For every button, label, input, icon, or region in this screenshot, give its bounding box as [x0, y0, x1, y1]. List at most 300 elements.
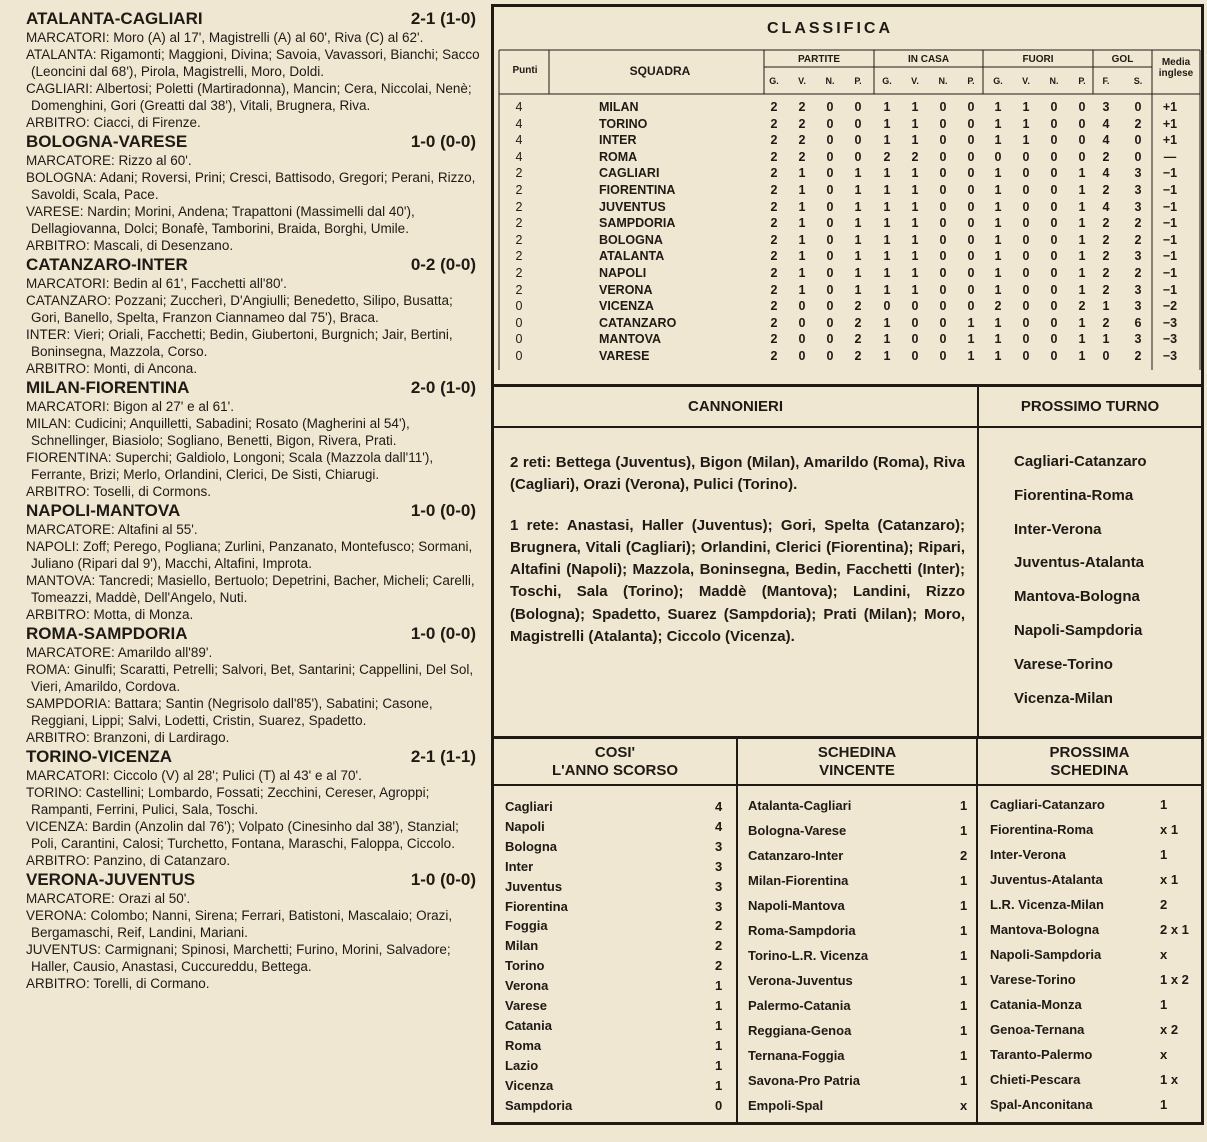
team-cell: SAMPDORIA: [599, 216, 676, 231]
stat-cell: 3: [1134, 183, 1142, 197]
stat-cell: 1: [911, 100, 919, 114]
stat-cell: 0: [939, 216, 947, 231]
lists-divider-1: [736, 736, 738, 1124]
stat-cell: 2: [770, 216, 778, 231]
list-item-name: Sampdoria: [505, 1097, 573, 1113]
list-row: [990, 872, 1200, 890]
stat-cell: 2: [770, 149, 778, 164]
list-item-value: x: [960, 1098, 968, 1113]
stat-cell: 1: [883, 183, 891, 197]
stat-cell: 0: [967, 232, 975, 247]
media-cell: −1: [1162, 199, 1178, 214]
stat-cell: 1: [911, 282, 919, 297]
stat-cell: 4: [1102, 199, 1110, 214]
list-item-value: 4: [715, 799, 723, 814]
stat-cell: 2: [770, 166, 778, 181]
stat-cell: 0: [967, 299, 975, 314]
match-title: VERONA-JUVENTUS: [26, 870, 196, 889]
list-row: [990, 1047, 1200, 1065]
list-row: [990, 897, 1200, 915]
list-item-name: Verona-Juventus: [748, 973, 853, 988]
stat-cell: 1: [883, 249, 891, 264]
match-line: MARCATORE: Amarildo all'89'.: [26, 645, 213, 660]
stat-cell: 2: [854, 299, 862, 314]
stat-cell: 1: [994, 100, 1002, 114]
list-row: [748, 973, 973, 991]
team-cell: VICENZA: [599, 299, 654, 314]
stat-cell: 3: [1134, 282, 1142, 297]
stat-cell: 1: [911, 216, 919, 231]
stat-cell: 0: [1078, 100, 1086, 114]
stat-cell: 0: [798, 349, 806, 363]
stat-cell: 0: [826, 232, 834, 247]
team-cell: INTER: [599, 133, 637, 148]
list-row: [748, 998, 973, 1016]
list-row: [990, 797, 1200, 815]
list-item-value: 2: [715, 958, 723, 974]
team-cell: CAGLIARI: [599, 166, 660, 181]
stat-cell: 0: [826, 166, 834, 181]
prossima-title-line2: SCHEDINA: [1050, 762, 1129, 779]
list-item-value: x: [1160, 1047, 1168, 1062]
stat-cell: 1: [883, 116, 891, 131]
stat-cell: 1: [883, 199, 891, 214]
stat-cell: 1: [854, 249, 862, 264]
list-item-value: 1: [1160, 797, 1168, 812]
prossimo-turno-title: PROSSIMO TURNO: [1020, 398, 1160, 415]
match-line: VARESE: Nardin; Morini, Andena; Trapattoni (Massimelli dal 40'), Dellagiovanna, Dolci; Bonafè, Tamborini, Braida, Borghi, Umile.: [26, 204, 415, 236]
stat-cell: 0: [994, 149, 1002, 164]
stat-cell: 1: [994, 249, 1002, 264]
list-item-name: Napoli: [505, 818, 545, 834]
stat-cell: 1: [994, 166, 1002, 181]
stat-cell: 0: [1134, 149, 1142, 164]
list-row: [505, 879, 730, 897]
stat-cell: 0: [967, 249, 975, 264]
match-title: CATANZARO-INTER: [26, 255, 188, 274]
stat-cell: 2: [770, 315, 778, 330]
stat-cell: 2: [770, 100, 778, 114]
stat-cell: 1: [994, 266, 1002, 280]
list-row: [748, 873, 973, 891]
list-item-name: Napoli-Sampdoria: [990, 947, 1102, 962]
stat-cell: 0: [1022, 266, 1030, 280]
column-subheader: G.: [993, 76, 1003, 86]
list-item-name: Lazio: [505, 1057, 539, 1073]
match-header: [26, 624, 482, 644]
stat-cell: 3: [1134, 249, 1142, 264]
team-cell: NAPOLI: [599, 266, 647, 280]
stat-cell: 1: [854, 199, 862, 214]
stat-cell: 0: [911, 332, 919, 347]
media-cell: −3: [1162, 332, 1178, 347]
list-item-value: 1: [960, 823, 968, 838]
stat-cell: 0: [1050, 266, 1058, 280]
stat-cell: 1: [911, 166, 919, 181]
stat-cell: 0: [826, 349, 834, 363]
list-row: [748, 1023, 973, 1041]
lists-divider-2: [976, 736, 978, 1124]
stat-cell: 2: [770, 183, 778, 197]
stat-cell: 2: [798, 133, 806, 148]
list-item-name: Atalanta-Cagliari: [748, 798, 852, 813]
stat-cell: 0: [911, 315, 919, 330]
fuori-header: FUORI: [1022, 54, 1054, 65]
stat-cell: 0: [939, 332, 947, 347]
match-line: ATALANTA: Rigamonti; Maggioni, Divina; Savoia, Vavassori, Bianchi; Sacco (Leoncini dal 68'), Pirola, Magistrelli, Moro, Doldi.: [26, 47, 480, 79]
stat-cell: 0: [826, 149, 834, 164]
match-line: CATANZARO: Pozzani; Zuccherì, D'Angiulli; Benedetto, Silipo, Busatta; Gori, Banello, Spelta, Franzon Ciannameo dal 75'), Braca.: [26, 293, 453, 325]
team-cell: MILAN: [599, 100, 639, 114]
media-cell: −1: [1162, 282, 1178, 297]
stat-cell: 0: [826, 133, 834, 148]
stat-cell: 1: [883, 282, 891, 297]
stat-cell: 1: [1078, 282, 1086, 297]
match-score: 1-0 (0-0): [410, 624, 476, 643]
cannonieri-text: [510, 452, 965, 666]
match-line: ARBITRO: Branzoni, di Lardirago.: [26, 730, 230, 745]
stat-cell: 0: [826, 332, 834, 347]
stat-cell: 0: [967, 133, 975, 148]
stat-cell: 0: [1022, 349, 1030, 363]
points-cell: 4: [515, 116, 523, 131]
stat-cell: 0: [1022, 166, 1030, 181]
stat-cell: 0: [1078, 116, 1086, 131]
match-line: ARBITRO: Toselli, di Cormons.: [26, 484, 212, 499]
stat-cell: 1: [994, 349, 1002, 363]
stat-cell: 1: [967, 332, 975, 347]
standing-row: [500, 166, 1200, 183]
stat-cell: 0: [939, 166, 947, 181]
stat-cell: 1: [994, 332, 1002, 347]
stat-cell: 0: [1022, 282, 1030, 297]
media-cell: +1: [1162, 116, 1178, 131]
stat-cell: 2: [1102, 183, 1110, 197]
list-item-value: 3: [715, 878, 723, 894]
match-report: [26, 501, 482, 623]
match-title: ROMA-SAMPDORIA: [26, 624, 188, 643]
list-row: [748, 798, 973, 816]
match-line: JUVENTUS: Carmignani; Spinosi, Marchetti; Furino, Morini, Salvadore; Haller, Causio, Anastasi, Cuccureddu, Bettega.: [26, 942, 451, 974]
stat-cell: 0: [939, 299, 947, 314]
stat-cell: 1: [911, 266, 919, 280]
stat-cell: 1: [883, 266, 891, 280]
list-row: [990, 847, 1200, 865]
media-cell: −1: [1162, 166, 1178, 181]
list-row: [748, 823, 973, 841]
stat-cell: 0: [939, 183, 947, 197]
stat-cell: 1: [854, 183, 862, 197]
list-item-name: Mantova-Bologna: [990, 922, 1100, 937]
stat-cell: 1: [911, 116, 919, 131]
stat-cell: 0: [939, 249, 947, 264]
schedina-title-line2: VINCENTE: [819, 762, 895, 779]
stat-cell: 2: [798, 100, 806, 114]
stat-cell: 0: [826, 282, 834, 297]
stat-cell: 1: [854, 216, 862, 231]
team-cell: VERONA: [599, 282, 653, 297]
standing-row: [500, 299, 1200, 316]
match-header: [26, 747, 482, 767]
list-item-name: Cagliari-Catanzaro: [990, 797, 1105, 812]
stat-cell: 1: [1078, 183, 1086, 197]
stat-cell: 2: [1102, 216, 1110, 231]
list-item-value: 2: [715, 938, 723, 954]
stat-cell: 2: [1102, 266, 1110, 280]
stat-cell: 2: [1102, 282, 1110, 297]
stat-cell: 2: [1102, 149, 1110, 164]
prossima-title-line1: PROSSIMA: [1049, 744, 1130, 761]
stat-cell: 1: [798, 249, 806, 264]
column-subheader: N.: [825, 76, 835, 86]
match-line: INTER: Vieri; Oriali, Facchetti; Bedin, Giubertoni, Burgnich; Jair, Bertini, Boninsegna, Mazzola, Corso.: [26, 327, 453, 359]
list-item-name: Ternana-Foggia: [748, 1048, 845, 1063]
stat-cell: 2: [854, 349, 862, 363]
stat-cell: 0: [826, 100, 834, 114]
match-score: 1-0 (0-0): [410, 132, 476, 151]
match-title: TORINO-VICENZA: [26, 747, 173, 766]
stat-cell: 3: [1134, 166, 1142, 181]
stat-cell: 6: [1134, 315, 1142, 330]
stat-cell: 3: [1134, 332, 1142, 347]
list-item-name: Fiorentina: [505, 898, 568, 914]
stat-cell: 2: [1078, 299, 1086, 314]
cannonieri-title: CANNONIERI: [687, 398, 783, 415]
list-item-name: Empoli-Spal: [748, 1098, 824, 1113]
stat-cell: 0: [1050, 282, 1058, 297]
points-cell: 2: [515, 216, 523, 231]
cosi-title-line2: L'ANNO SCORSO: [551, 762, 679, 779]
stat-cell: 1: [883, 100, 891, 114]
column-subheader: N.: [938, 76, 948, 86]
list-item-value: 1: [960, 998, 968, 1013]
standing-row: [500, 233, 1200, 250]
lower-boxes-border: [491, 736, 1204, 739]
stat-cell: 0: [967, 149, 975, 164]
media-cell: −2: [1162, 299, 1178, 314]
team-cell: BOLOGNA: [599, 232, 663, 247]
stat-cell: 1: [854, 266, 862, 280]
list-row: [990, 1022, 1200, 1040]
stat-cell: 0: [854, 149, 862, 164]
list-item-name: Torino-L.R. Vicenza: [748, 948, 869, 963]
points-cell: 0: [515, 332, 523, 347]
list-item-name: Juventus-Atalanta: [990, 872, 1103, 887]
list-row: [990, 997, 1200, 1015]
list-item-name: Milan-Fiorentina: [748, 873, 849, 888]
list-item-name: Chieti-Pescara: [990, 1072, 1081, 1087]
stat-cell: 2: [1134, 266, 1142, 280]
stat-cell: 1: [994, 282, 1002, 297]
match-line: VERONA: Colombo; Nanni, Sirena; Ferrari, Batistoni, Mascalaio; Orazi, Bergamaschi, Reif, Landini, Mariani.: [26, 908, 453, 940]
stat-cell: 2: [770, 232, 778, 247]
team-cell: TORINO: [599, 116, 648, 131]
fixture-item: Napoli-Sampdoria: [1014, 622, 1143, 639]
stat-cell: 0: [854, 133, 862, 148]
match-score: 2-1 (1-0): [410, 9, 476, 28]
standing-row: [500, 283, 1200, 300]
stat-cell: 0: [967, 199, 975, 214]
cannonieri-header-line: [491, 426, 1204, 428]
stat-cell: 0: [1050, 183, 1058, 197]
stat-cell: 0: [1050, 133, 1058, 148]
stat-cell: 0: [911, 349, 919, 363]
match-score: 2-1 (1-1): [410, 747, 476, 766]
column-subheader: V.: [798, 76, 806, 86]
list-row: [748, 1098, 973, 1116]
list-item-name: Verona: [505, 978, 549, 994]
fixture-item: Mantova-Bologna: [1014, 588, 1140, 606]
stat-cell: 0: [939, 116, 947, 131]
standing-row: [500, 216, 1200, 233]
match-header: [26, 501, 482, 521]
list-item-value: 2: [715, 918, 723, 934]
stat-cell: 0: [826, 266, 834, 280]
stat-cell: 0: [798, 299, 806, 314]
list-row: [748, 848, 973, 866]
standing-row: [500, 266, 1200, 283]
list-item-name: Foggia: [505, 918, 548, 934]
list-item-value: 3: [715, 858, 723, 874]
match-line: ARBITRO: Ciacci, di Firenze.: [26, 115, 201, 130]
stat-cell: 1: [798, 166, 806, 181]
match-title: ATALANTA-CAGLIARI: [26, 9, 203, 28]
match-score: 1-0 (0-0): [410, 501, 476, 520]
stat-cell: 2: [883, 149, 891, 164]
column-subheader: N.: [1049, 76, 1059, 86]
team-cell: MANTOVA: [599, 332, 662, 347]
points-cell: 4: [515, 149, 523, 164]
stat-cell: 0: [1078, 133, 1086, 148]
list-item-value: 1: [715, 1057, 723, 1073]
stat-cell: 0: [1050, 216, 1058, 231]
list-item-name: Catania-Monza: [990, 997, 1082, 1012]
points-cell: 2: [515, 199, 523, 214]
list-item-name: Napoli-Mantova: [748, 898, 845, 913]
standing-row: [500, 150, 1200, 167]
list-row: [505, 1038, 730, 1056]
stat-cell: 2: [770, 299, 778, 314]
stat-cell: 1: [883, 232, 891, 247]
stat-cell: 1: [1078, 266, 1086, 280]
stat-cell: 1: [1078, 332, 1086, 347]
list-item-value: 2: [960, 848, 968, 863]
stat-cell: 0: [1050, 299, 1058, 314]
list-item-value: 1: [1160, 997, 1168, 1012]
list-item-name: Varese-Torino: [990, 972, 1076, 987]
list-row: [748, 948, 973, 966]
stat-cell: 0: [826, 183, 834, 197]
list-item-name: Vicenza: [505, 1077, 554, 1093]
punti-header: Punti: [512, 65, 538, 76]
fixture-item: Vicenza-Milan: [1014, 689, 1113, 707]
stat-cell: 0: [939, 199, 947, 214]
stat-cell: 2: [770, 332, 778, 347]
stat-cell: 1: [911, 249, 919, 264]
stat-cell: 3: [1102, 100, 1110, 114]
stat-cell: 1: [1078, 315, 1086, 330]
team-cell: FIORENTINA: [599, 183, 676, 197]
list-item-value: x: [1160, 947, 1168, 962]
list-item-name: Savona-Pro Patria: [748, 1073, 860, 1088]
list-item-name: Spal-Anconitana: [990, 1097, 1093, 1112]
stat-cell: 1: [967, 315, 975, 330]
stat-cell: 0: [1050, 100, 1058, 114]
list-item-value: x 2: [1160, 1022, 1179, 1037]
list-item-value: 1: [960, 973, 968, 988]
stat-cell: 1: [911, 183, 919, 197]
match-line: NAPOLI: Zoff; Perego, Pogliana; Zurlini, Panzanato, Montefusco; Sormani, Juliano (Ripari dal 9'), Macchi, Altafini, Improta.: [26, 539, 473, 571]
stat-cell: 1: [1078, 199, 1086, 214]
stat-cell: 1: [883, 349, 891, 363]
list-item-value: 4: [715, 818, 723, 834]
stat-cell: 0: [911, 299, 919, 314]
list-item-name: Genoa-Ternana: [990, 1022, 1085, 1037]
stat-cell: 1: [1078, 249, 1086, 264]
stat-cell: 4: [1102, 133, 1110, 148]
stat-cell: 0: [1102, 349, 1110, 363]
list-row: [990, 922, 1200, 940]
stat-cell: 0: [826, 315, 834, 330]
match-title: MILAN-FIORENTINA: [26, 378, 190, 397]
stat-cell: 1: [854, 282, 862, 297]
stat-cell: 1: [854, 232, 862, 247]
match-line: MARCATORI: Moro (A) al 17', Magistrelli (A) al 60', Riva (C) al 62'.: [26, 30, 424, 45]
list-item-name: Catania: [505, 1017, 552, 1033]
stat-cell: 1: [798, 266, 806, 280]
stat-cell: 1: [911, 232, 919, 247]
fixture-item: Cagliari-Catanzaro: [1014, 453, 1147, 470]
stat-cell: 0: [1050, 232, 1058, 247]
list-row: [748, 1073, 973, 1091]
list-item-value: 1: [715, 1017, 723, 1033]
stat-cell: 0: [1022, 299, 1030, 314]
list-item-name: Fiorentina-Roma: [990, 822, 1094, 837]
list-item-name: Roma: [505, 1037, 542, 1053]
standing-row: [500, 332, 1200, 349]
list-item-name: Bologna: [505, 838, 557, 854]
stat-cell: 1: [798, 216, 806, 231]
stat-cell: 0: [1022, 315, 1030, 330]
list-item-name: Reggiana-Genoa: [748, 1023, 852, 1038]
stat-cell: 0: [939, 266, 947, 280]
list-item-name: Varese: [505, 998, 547, 1013]
bottom-border: [491, 1122, 1204, 1125]
stat-cell: 4: [1102, 166, 1110, 181]
points-cell: 2: [515, 249, 523, 264]
points-cell: 0: [515, 349, 523, 363]
list-item-value: 1: [960, 1048, 968, 1063]
stat-cell: 2: [911, 149, 919, 164]
stat-cell: 0: [939, 282, 947, 297]
list-item-value: 1: [1160, 847, 1168, 862]
points-cell: 0: [515, 299, 523, 314]
media-cell: −1: [1162, 249, 1178, 264]
stat-cell: 0: [1022, 232, 1030, 247]
stat-cell: 0: [939, 133, 947, 148]
schedina-title-line1: SCHEDINA: [817, 744, 897, 761]
points-cell: 4: [515, 133, 523, 148]
list-item-value: 1: [715, 978, 723, 994]
column-subheader: S.: [1133, 76, 1143, 86]
stat-cell: 0: [939, 100, 947, 114]
points-cell: 2: [515, 166, 523, 181]
stat-cell: 1: [883, 216, 891, 231]
in-casa-header: IN CASA: [907, 54, 950, 65]
stat-cell: 2: [854, 332, 862, 347]
media-cell: +1: [1162, 133, 1178, 148]
partite-header: PARTITE: [797, 54, 841, 65]
